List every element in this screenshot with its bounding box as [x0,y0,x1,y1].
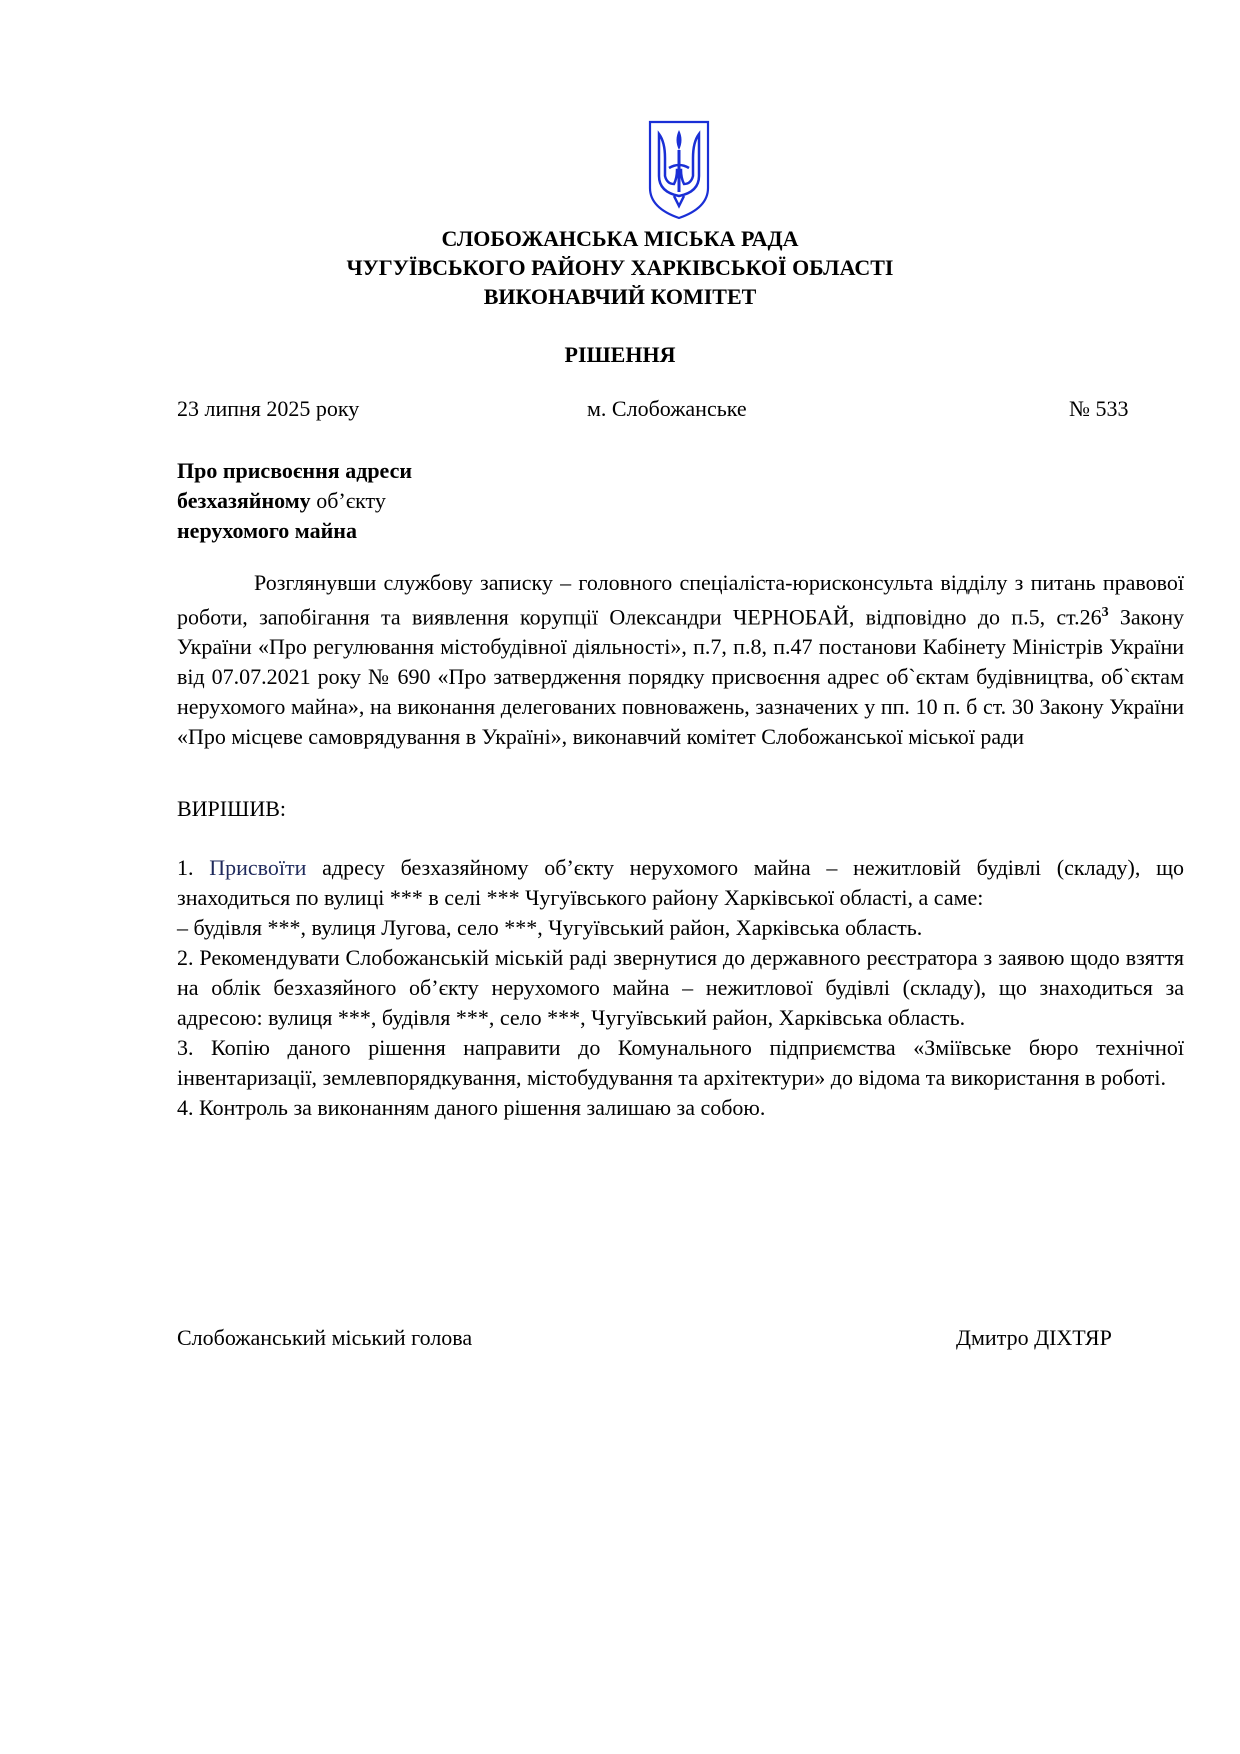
document-date: 23 липня 2025 року [177,396,360,421]
signature-position: Слобожанський міський голова [177,1325,473,1350]
document-place: м. Слобожанське [587,396,747,421]
document-type: РІШЕННЯ [564,342,676,367]
subject-word: об’єкту [310,488,386,513]
preamble-text-2: Закону України «Про регулювання містобудівної діяльності», п.7, п.8, п.47 постанови Кабінету Міністрів України від 07.07.2021 року № 690 «Про затвердження порядку присвоєння адрес об`єктам будівництва, об`єктам нерухомого майна», на виконання делегованих повноважень, зазначених у пп. 10 п. б ст. 30 Закону України «Про місцеве самоврядування в Україні», виконавчий комітет Слобожанської міської ради [177,604,1184,750]
district-name: ЧУГУЇВСЬКОГО РАЙОНУ ХАРКІВСЬКОЇ ОБЛАСТІ [346,255,894,280]
preamble-text-1: Розглянувши службову записку – головного спеціаліста-юрисконсульта відділу з питань правової роботи, запобігання та виявлення корупції Олександри ЧЕРНОБАЙ, відповідно до п.5, ст.26 [177,570,1184,630]
preamble-paragraph [177,568,1184,752]
item-3: 3. Копію даного рішення направити до Комунального підприємства «Зміївське бюро технічної інвентаризації, землевпорядкування, містобудування та архітектури» до відома та використання в роботі. [177,1035,1184,1090]
item-1 [177,853,1184,913]
decision-items [177,853,1184,1123]
preamble-superscript: 3 [1101,605,1109,620]
item-1-text: адресу безхазяйному об’єкту нерухомого майна – нежитловій будівлі (складу), що знаходиться по вулиці *** в селі *** Чугуївського району Харківської області, а саме: [177,855,1185,910]
subject-bold-word: безхазяйному [177,488,311,513]
item-1-verb: Присвоїти [209,855,307,880]
document-subject [177,456,412,546]
item-4: 4. Контроль за виконанням даного рішення залишаю за собою. [177,1095,766,1120]
signature-name: Дмитро ДІХТЯР [956,1325,1112,1350]
subject-line-2 [177,486,412,516]
item-2: 2. Рекомендувати Слобожанській міській раді звернутися до державного реєстратора з заявою щодо взяття на облік безхазяйного об’єкту нерухомого майна – нежитлової будівлі (складу), що знаходиться за адресою: вулиця ***, будівля ***, село ***, Чугуївський район, Харківська область. [177,945,1184,1030]
item-1-number: 1. [177,855,210,880]
trident-emblem-icon [646,118,712,220]
subject-line-1: Про присвоєння адреси [177,458,413,483]
decided-heading: ВИРІШИВ: [177,796,286,821]
council-name: СЛОБОЖАНСЬКА МІСЬКА РАДА [441,226,799,251]
subject-line-3: нерухомого майна [177,518,357,543]
item-1-address: – будівля ***, вулиця Лугова, село ***, Чугуївський район, Харківська область. [177,915,923,940]
committee-name: ВИКОНАВЧИЙ КОМІТЕТ [483,284,757,309]
document-number: № 533 [1069,396,1129,421]
